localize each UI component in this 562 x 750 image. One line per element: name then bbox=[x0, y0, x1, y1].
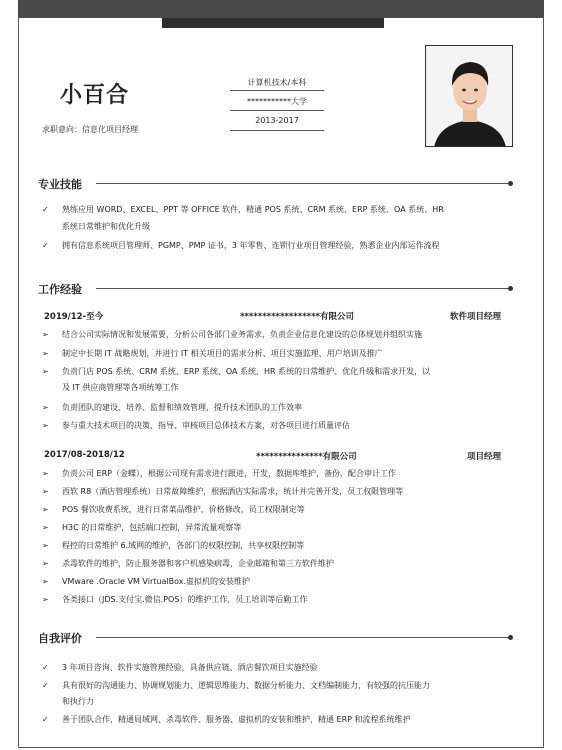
check-icon: ✓ bbox=[42, 715, 49, 724]
section-dot bbox=[508, 286, 513, 291]
job-title: 软件项目经理 bbox=[450, 312, 502, 322]
job-duty: 各类接口（JDS.支付宝.微信.POS）的维护工作，员工培训等后勤工作 bbox=[62, 595, 308, 604]
portrait-image bbox=[426, 46, 513, 147]
section-title-self: 自我评价 bbox=[38, 632, 82, 645]
job-title: 项目经理 bbox=[467, 452, 502, 462]
arrow-right-icon: ➢ bbox=[42, 421, 49, 430]
job-duty: H3C 的日常维护，包括端口控制，异常流量观察等 bbox=[62, 523, 242, 532]
job-company: ******************有限公司 bbox=[240, 312, 355, 322]
education-major: 计算机技术/本科 bbox=[247, 78, 307, 87]
arrow-right-icon: ➢ bbox=[42, 559, 49, 568]
arrow-right-icon: ➢ bbox=[42, 523, 49, 532]
section-divider bbox=[96, 637, 510, 638]
self-eval-item: 3 年项目咨询、软件实施管理经验，具备供应链、酒店餐饮项目实施经验 bbox=[62, 663, 318, 672]
arrow-right-icon: ➢ bbox=[42, 505, 49, 514]
self-eval-item: 善于团队合作，精通局域网、杀毒软件、服务器、虚拟机的安装和维护，精通 ERP 和流程系统维护 bbox=[62, 715, 411, 724]
info-divider bbox=[230, 110, 324, 111]
job-duty: 负责门店 POS 系统、CRM 系统、ERP 系统、OA 系统、HR 系统的日常维护、优化升级和需求开发，以 bbox=[62, 367, 431, 376]
job-duty: 负责公司 ERP（金蝶），根据公司现有需求进行跟进，开发，数据库维护，备份，配合审计工作 bbox=[62, 469, 396, 478]
arrow-right-icon: ➢ bbox=[42, 541, 49, 550]
section-dot bbox=[508, 181, 513, 186]
arrow-right-icon: ➢ bbox=[42, 403, 49, 412]
education-school: ***********大学 bbox=[247, 97, 307, 106]
job-duty: 西软 R8（酒店管理系统）日常故障维护，根据酒店实际需求，统计并完善开发，员工权限管理等 bbox=[62, 487, 404, 496]
job-duty: 负责团队的建设、培养、监督和绩效管理，提升技术团队的工作效率 bbox=[62, 403, 302, 412]
job-duty: 结合公司实际情况和发展需要，分析公司各部门业务需求，负责企业信息化建设的总体规划并组织实施 bbox=[62, 330, 422, 339]
job-duty: 杀毒软件的维护，防止服务器和客户机感染病毒，企业邮箱和第三方软件维护 bbox=[62, 559, 334, 568]
top-bar-accent bbox=[162, 18, 384, 28]
job-duty: VMware .Oracle VM VirtualBox.虚拟机的安装维护 bbox=[62, 577, 250, 586]
arrow-right-icon: ➢ bbox=[42, 487, 49, 496]
job-period: 2017/08-2018/12 bbox=[44, 450, 125, 460]
arrow-right-icon: ➢ bbox=[42, 595, 49, 604]
job-period: 2019/12-至今 bbox=[44, 312, 104, 322]
arrow-right-icon: ➢ bbox=[42, 330, 49, 339]
job-intent: 求职意向：信息化项目经理 bbox=[42, 125, 138, 134]
candidate-name: 小百合 bbox=[60, 83, 130, 108]
info-divider bbox=[230, 90, 324, 91]
job-duty: 程控的日常维护 6.域网的维护，各部门的权限控制，共享权限控制等 bbox=[62, 541, 305, 550]
arrow-right-icon: ➢ bbox=[42, 469, 49, 478]
section-dot bbox=[508, 635, 513, 640]
job-duty: 制定中长期 IT 战略规划，并进行 IT 相关项目的需求分析、项目实施监理、用户培训及推广 bbox=[62, 349, 383, 358]
education-years: 2013-2017 bbox=[255, 116, 299, 125]
arrow-right-icon: ➢ bbox=[42, 367, 49, 376]
check-icon: ✓ bbox=[42, 241, 49, 250]
section-title-skills: 专业技能 bbox=[38, 178, 82, 191]
profile-photo bbox=[425, 45, 513, 147]
top-bar bbox=[18, 0, 544, 18]
check-icon: ✓ bbox=[42, 205, 49, 214]
skill-item-cont: 系统日常维护和优化升级 bbox=[62, 222, 150, 231]
skill-item: 拥有信息系统项目管理师、PGMP、PMP 证书，3 年零售、连锁行业项目管理经验，熟悉企业内部运作流程 bbox=[62, 241, 440, 250]
info-divider bbox=[230, 130, 324, 131]
job-duty-cont: 及 IT 供应商管理等各项统筹工作 bbox=[62, 383, 179, 392]
self-eval-item: 具有很好的沟通能力、协调规划能力、逻辑思维能力、数据分析能力、文档编制能力，有较强的抗压能力 bbox=[62, 681, 430, 690]
section-divider bbox=[96, 183, 510, 184]
section-divider bbox=[96, 288, 510, 289]
job-company: ***************有限公司 bbox=[256, 452, 357, 462]
check-icon: ✓ bbox=[42, 681, 49, 690]
section-title-work: 工作经验 bbox=[38, 283, 82, 296]
self-eval-item-cont: 和执行力 bbox=[62, 697, 94, 706]
skill-item: 熟练应用 WORD、EXCEL、PPT 等 OFFICE 软件，精通 POS 系统、CRM 系统、ERP 系统、OA 系统、HR bbox=[62, 205, 444, 214]
job-duty: 参与重大技术项目的决策，指导、审核项目总体技术方案，对各项目进行质量评估 bbox=[62, 421, 350, 430]
arrow-right-icon: ➢ bbox=[42, 577, 49, 586]
check-icon: ✓ bbox=[42, 663, 49, 672]
arrow-right-icon: ➢ bbox=[42, 349, 49, 358]
job-duty: POS 餐饮收费系统，进行日常菜品维护，价格修改，员工权限制定等 bbox=[62, 505, 305, 514]
